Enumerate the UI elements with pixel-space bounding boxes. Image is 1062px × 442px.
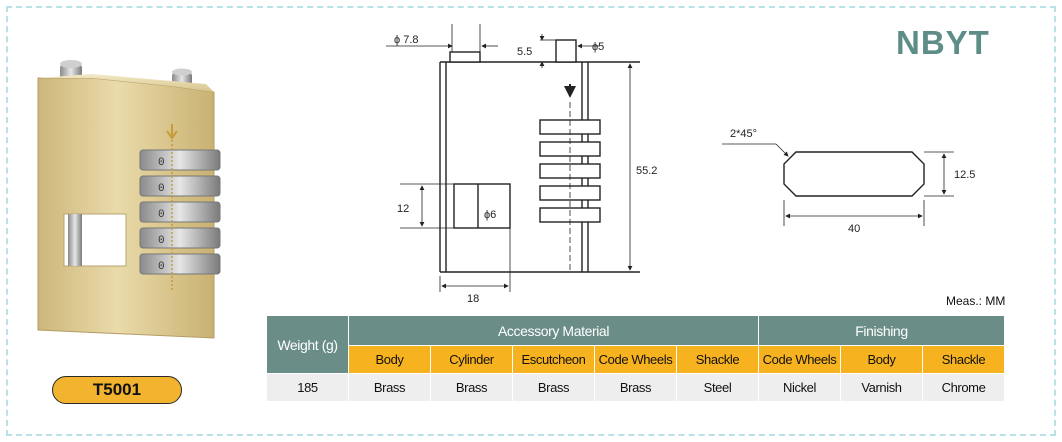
column-header: Body xyxy=(841,346,923,374)
table-cell: Chrome xyxy=(923,374,1005,402)
code-wheels xyxy=(140,150,220,274)
dim-body-height: 55.2 xyxy=(636,165,658,177)
padlock-photo xyxy=(0,0,260,370)
column-header: Shackle xyxy=(923,346,1005,374)
column-header: Cylinder xyxy=(431,346,513,374)
shackle-bar xyxy=(68,214,82,266)
table-cell: Brass xyxy=(595,374,677,402)
finishing-header: Finishing xyxy=(759,316,1005,346)
wheel-digit: 0 xyxy=(158,235,165,247)
wheel-digit: 0 xyxy=(158,209,165,221)
model-badge: T5001 xyxy=(52,376,182,404)
dim-pin-protrusion: 5.5 xyxy=(517,46,533,58)
brand-logo: NBYT xyxy=(896,24,990,61)
table-cell: Varnish xyxy=(841,374,923,402)
table-cell: Nickel xyxy=(759,374,841,402)
wheel-digit: 0 xyxy=(158,183,165,195)
wheel-digit: 0 xyxy=(158,157,165,169)
dim-chamfer: 2*45° xyxy=(730,128,758,140)
weight-value: 185 xyxy=(267,374,349,402)
dim-pin-diameter: ϕ5 xyxy=(592,41,605,53)
dim-shackle-pin-diameter: ϕ 7.8 xyxy=(394,34,419,46)
column-header: Code Wheels xyxy=(595,346,677,374)
table-cell: Brass xyxy=(513,374,595,402)
measure-unit-label: Meas.: MM xyxy=(946,294,1006,308)
frame-right-border xyxy=(1054,6,1056,436)
dim-shackle-zone-height: 12 xyxy=(397,203,410,215)
table-cell: Brass xyxy=(431,374,513,402)
frame-bottom-border xyxy=(6,434,1056,436)
dim-body-width: 18 xyxy=(467,293,480,305)
table-row xyxy=(267,374,1005,402)
column-header: Shackle xyxy=(677,346,759,374)
column-header: Code Wheels xyxy=(759,346,841,374)
table-cell: Steel xyxy=(677,374,759,402)
spec-table xyxy=(266,315,1005,402)
column-header: Escutcheon xyxy=(513,346,595,374)
column-header: Body xyxy=(349,346,431,374)
accessory-material-header: Accessory Material xyxy=(349,316,759,346)
weight-header: Weight (g) xyxy=(267,316,349,374)
table-subheader-row xyxy=(267,346,1005,374)
table-header-row xyxy=(267,316,1005,346)
dim-shackle-diameter: ϕ6 xyxy=(484,209,497,221)
dim-end-length: 40 xyxy=(848,223,861,235)
dim-end-height: 12.5 xyxy=(954,169,976,181)
technical-drawing xyxy=(360,20,1000,310)
table-cell: Brass xyxy=(349,374,431,402)
wheel-digit: 0 xyxy=(158,261,165,273)
